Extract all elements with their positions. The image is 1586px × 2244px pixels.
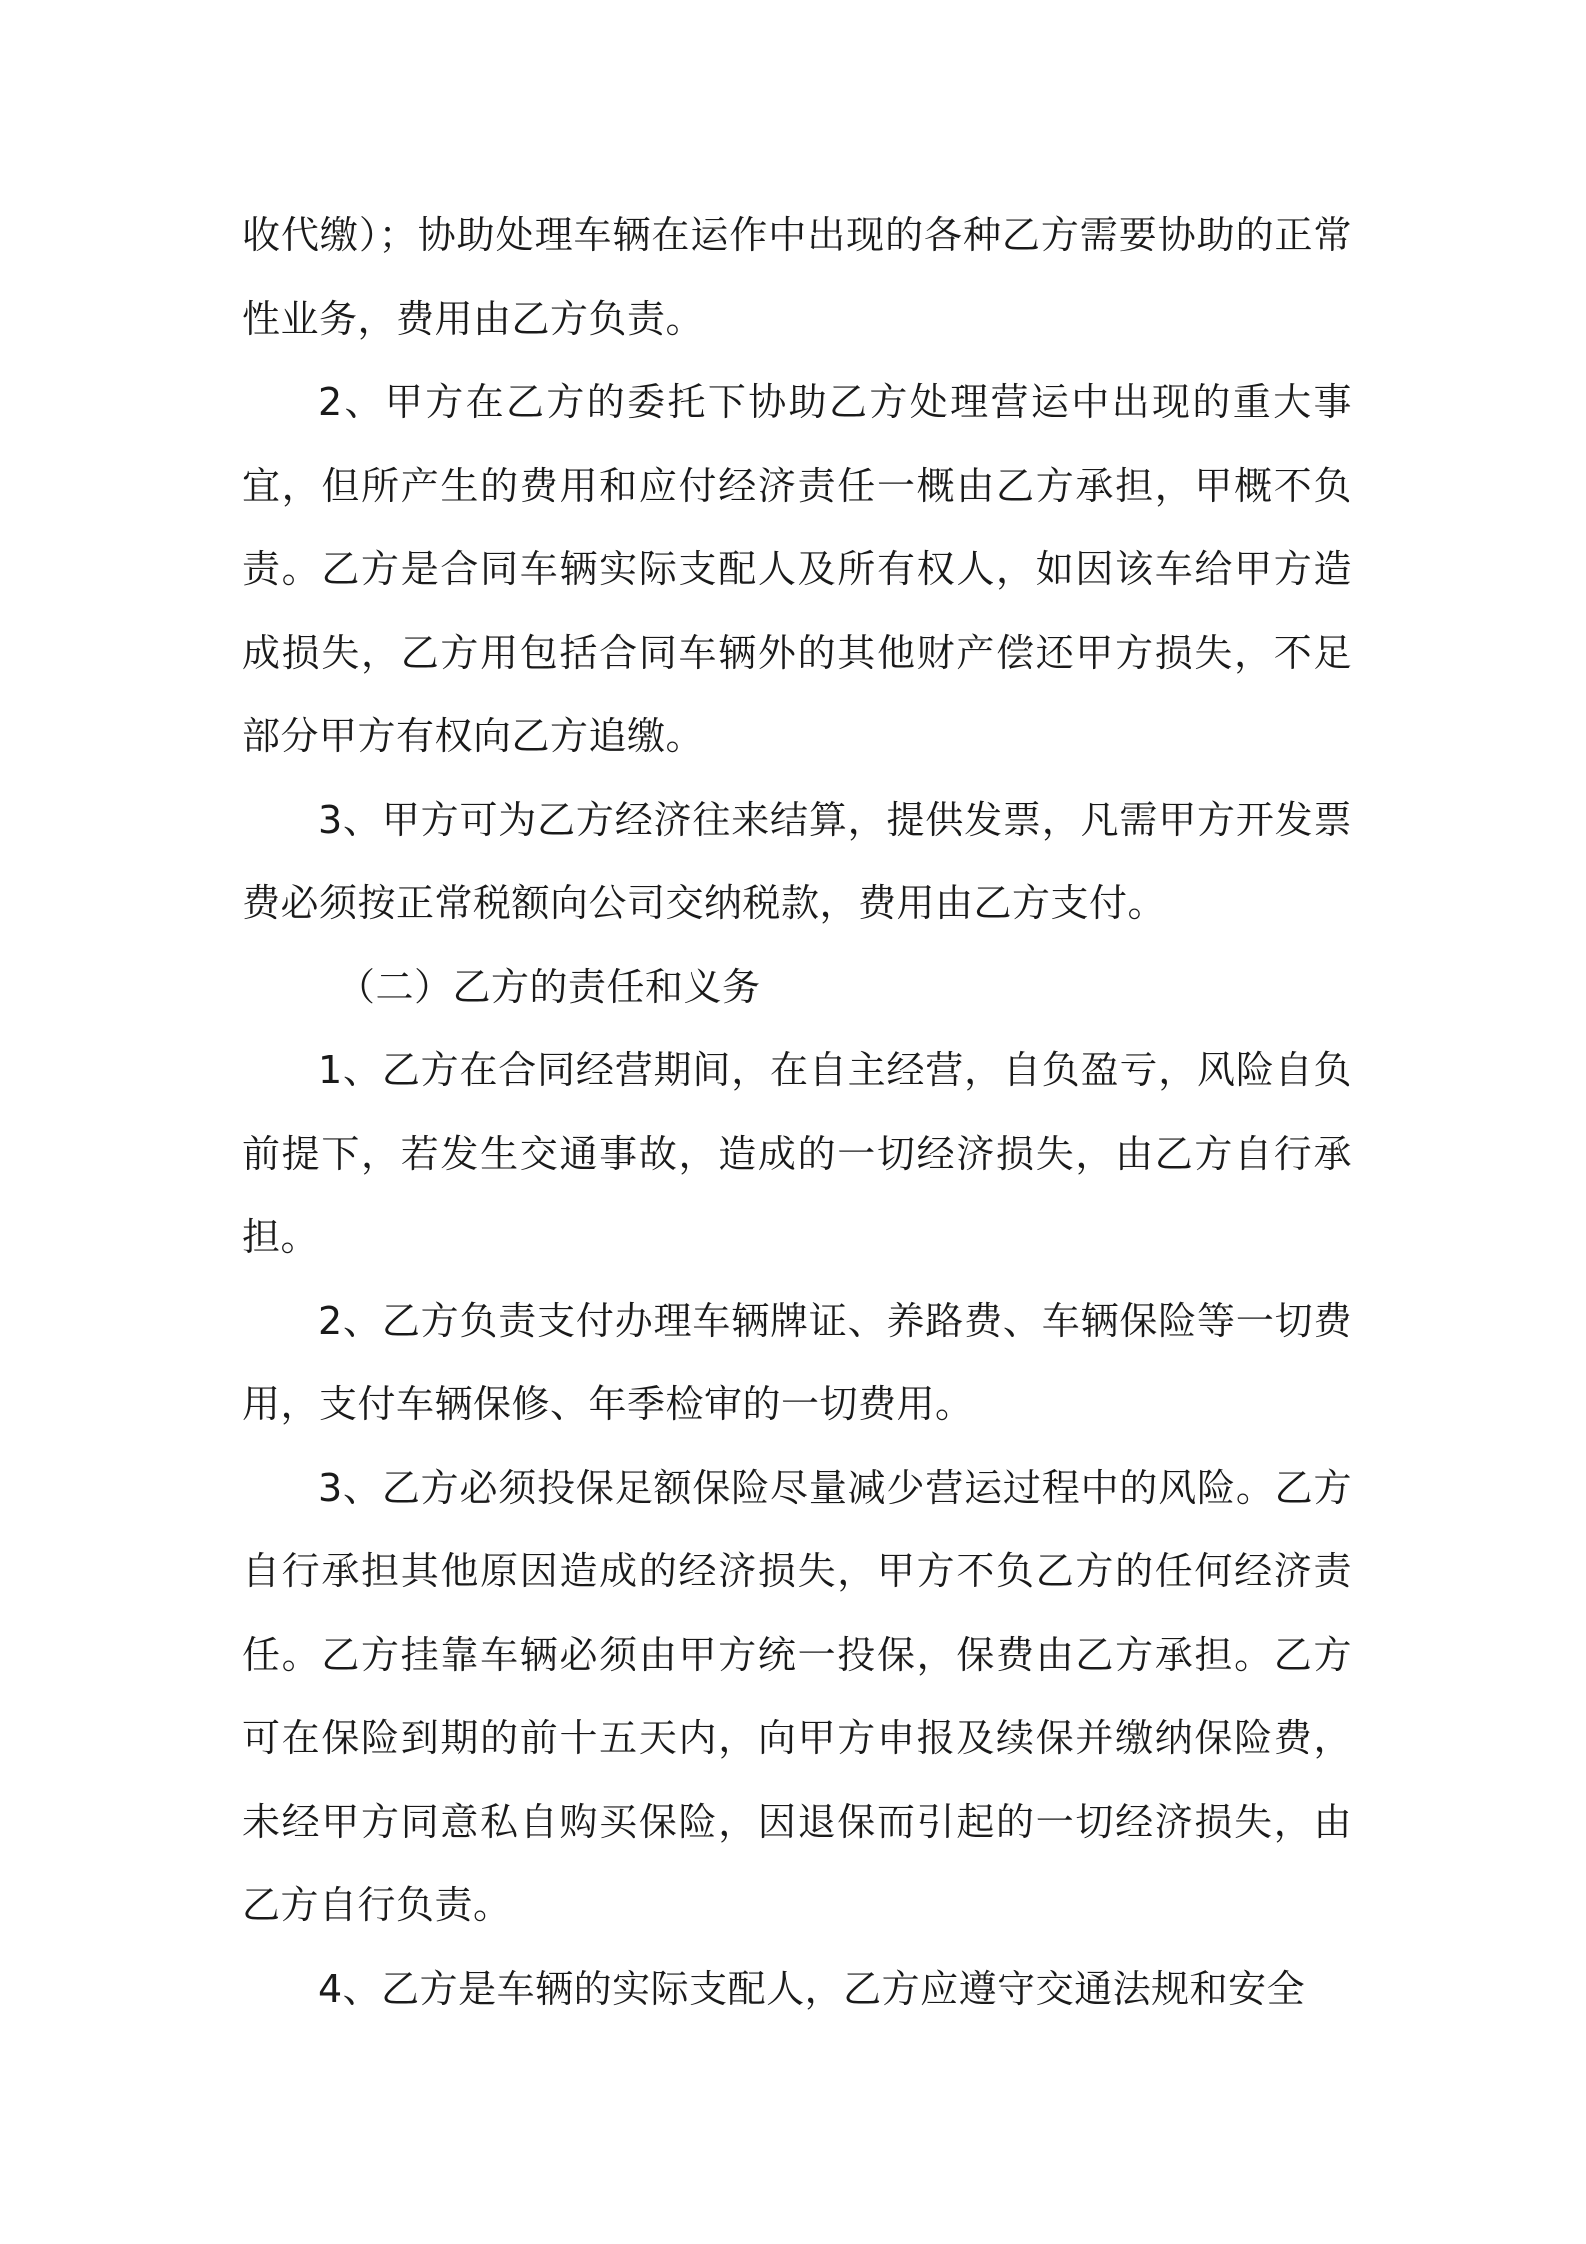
paragraph-continuation: 收代缴）；协助处理车辆在运作中出现的各种乙方需要协助的正常性业务，费用由乙方负责。 bbox=[242, 213, 1352, 341]
clause-a-2: 2、甲方在乙方的委托下协助乙方处理营运中出现的重大事宜，但所产生的费用和应付经济责任一概由乙方承担，甲概不负责。乙方是合同车辆实际支配人及所有权人，如因该车给甲方造成损失，乙方用包括合同车辆外的其他财产偿还甲方损失，不足部分甲方有权向乙方追缴。 bbox=[242, 380, 1352, 758]
document-body bbox=[242, 194, 1352, 2031]
section-heading-party-b: （二）乙方的责任和义务 bbox=[337, 964, 761, 1009]
clause-b-3: 3、乙方必须投保足额保险尽量减少营运过程中的风险。乙方自行承担其他原因造成的经济损失，甲方不负乙方的任何经济责任。乙方挂靠车辆必须由甲方统一投保，保费由乙方承担。乙方可在保险到期的前十五天内，向甲方申报及续保并缴纳保险费，未经甲方同意私自购买保险，因退保而引起的一切经济损失，由乙方自行负责。 bbox=[242, 1465, 1352, 1927]
clause-b-1: 1、乙方在合同经营期间，在自主经营，自负盈亏，风险自负前提下，若发生交通事故，造成的一切经济损失，由乙方自行承担。 bbox=[242, 1048, 1352, 1259]
clause-a-3: 3、甲方可为乙方经济往来结算，提供发票，凡需甲方开发票费必须按正常税额向公司交纳税款，费用由乙方支付。 bbox=[242, 797, 1352, 925]
clause-b-2: 2、乙方负责支付办理车辆牌证、养路费、车辆保险等一切费用，支付车辆保修、年季检审的一切费用。 bbox=[242, 1298, 1352, 1426]
clause-b-4: 4、乙方是车辆的实际支配人，乙方应遵守交通法规和安全 bbox=[318, 1966, 1306, 2011]
